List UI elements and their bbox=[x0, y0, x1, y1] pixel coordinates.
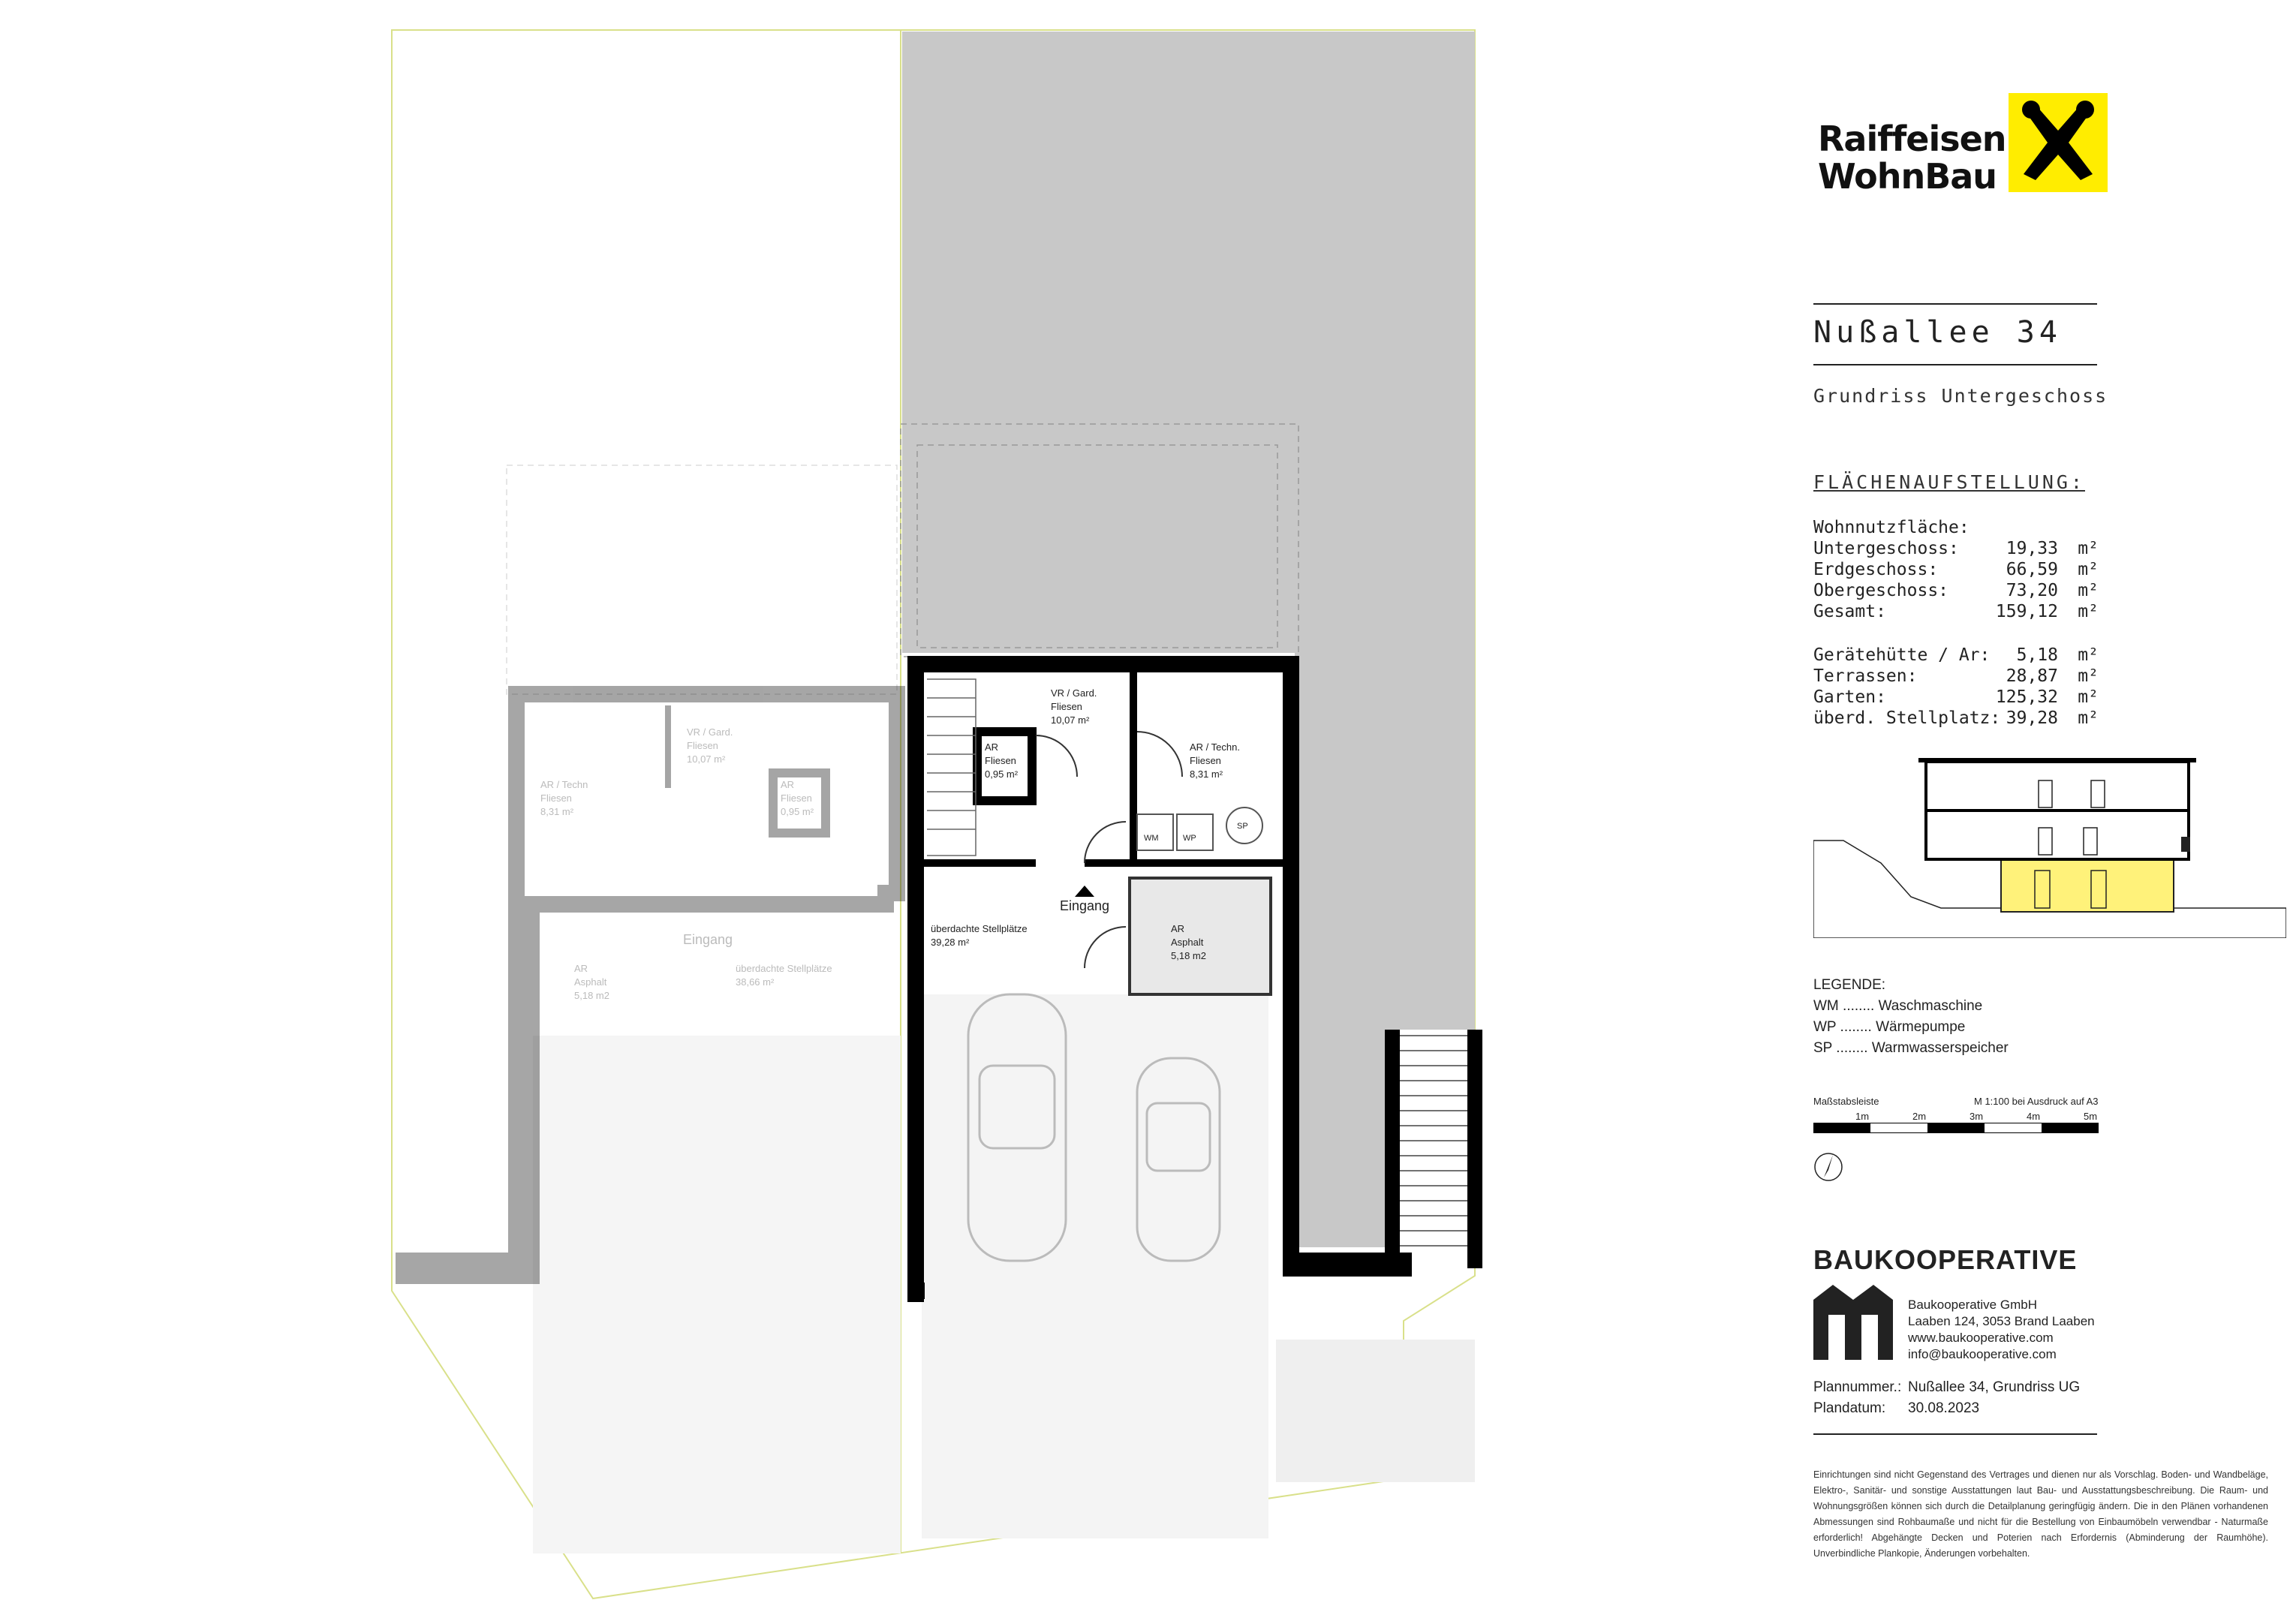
area-unit: m² bbox=[2078, 687, 2099, 707]
architect-email-link[interactable]: info@baukooperative.com bbox=[1908, 1347, 2057, 1361]
architect-company: Baukooperative GmbH bbox=[1908, 1298, 2037, 1312]
plan-number-label: Plannummer.: bbox=[1813, 1379, 1902, 1395]
area-unit: m² bbox=[2078, 560, 2099, 579]
divider bbox=[1813, 364, 2097, 365]
room-label: VR / Gard. bbox=[687, 726, 733, 738]
baukooperative-logo-icon bbox=[1813, 1285, 1893, 1360]
room-finish: Fliesen bbox=[540, 792, 572, 804]
plan-subtitle: Grundriss Untergeschoss bbox=[1813, 385, 2108, 407]
scalebar-scale-text: M 1:100 bei Ausdruck auf A3 bbox=[1974, 1096, 2099, 1107]
room-finish: Fliesen bbox=[985, 755, 1016, 766]
legend-heading: LEGENDE: bbox=[1813, 977, 1886, 993]
neighbor-driveway bbox=[533, 1036, 901, 1553]
appliance-label: WM bbox=[1144, 834, 1159, 843]
room-finish: Fliesen bbox=[1051, 701, 1082, 712]
area-label: Erdgeschoss: bbox=[1813, 560, 1939, 579]
title-block bbox=[1786, 0, 2293, 1621]
area-label: Gerätehütte / Ar: bbox=[1813, 645, 1991, 665]
entrance-label: Eingang bbox=[1060, 898, 1110, 913]
disclaimer-text: Einrichtungen sind nicht Gegenstand des Vertrages und dienen nur als Vorschlag. Boden- und Wandbeläge, Elektro-, Sanitär- und sonstige Ausstattungen laut Bau- und Ausstattungsbeschreibung. Die Raum- und Wohnungsgrößen können sich durch die Detailplanung geringfügig ändern. Die in den Plänen vorhandenen Abmessungen sind Rohbaumaße und nicht für die Bestellung von Einbaumöbeln verwendbar - Naturmaße erforderlich! Abgehängte Decken und Poterien nach Erfordernis (Abminderung der Raumhöhe). Unverbindliche Plankopie, Änderungen vorbehalten. bbox=[1813, 1469, 2268, 1559]
room-label: AR bbox=[985, 741, 999, 753]
area-row bbox=[1813, 560, 2099, 581]
room-label: AR / Techn. bbox=[1190, 741, 1240, 753]
scalebar-tick: 2m bbox=[1912, 1111, 1927, 1122]
room-area: 5,18 m2 bbox=[574, 990, 609, 1001]
area-unit: m² bbox=[2078, 581, 2099, 600]
divider bbox=[1813, 1433, 2097, 1435]
architect-details bbox=[1908, 1297, 2095, 1363]
area-label: überd. Stellplatz: bbox=[1813, 708, 2001, 728]
plan-date-label: Plandatum: bbox=[1813, 1400, 1886, 1416]
room-label: AR / Techn bbox=[540, 779, 588, 790]
room-label: VR / Gard. bbox=[1051, 687, 1097, 699]
scalebar bbox=[1813, 1109, 2099, 1139]
room-label: AR bbox=[574, 963, 588, 974]
area-label: Untergeschoss: bbox=[1813, 539, 1959, 558]
area-row bbox=[1813, 645, 2099, 666]
scalebar-tick: 5m bbox=[2084, 1111, 2098, 1122]
area-value: 19,33 bbox=[2006, 539, 2058, 558]
area-unit: m² bbox=[2078, 708, 2099, 728]
area-row bbox=[1813, 581, 2099, 602]
project-title: Nußallee 34 bbox=[1813, 315, 2062, 350]
room-finish: Asphalt bbox=[1171, 937, 1204, 948]
area-row bbox=[1813, 539, 2099, 560]
scalebar-label: Maßstabsleiste bbox=[1813, 1096, 1879, 1107]
room-area: 8,31 m² bbox=[1190, 768, 1223, 780]
brand-line-1: Raiffeisen bbox=[1818, 119, 2006, 159]
legend-item bbox=[1813, 1040, 2009, 1057]
areas-group-label: Wohnnutzfläche: bbox=[1813, 518, 1970, 537]
architect-web-link[interactable]: www.baukooperative.com bbox=[1908, 1331, 2054, 1345]
area-value: 73,20 bbox=[2006, 581, 2058, 600]
area-value: 39,28 bbox=[2006, 708, 2058, 728]
entrance-label: Eingang bbox=[683, 932, 733, 947]
area-value: 28,87 bbox=[2006, 666, 2058, 686]
legend-abbr: WP bbox=[1813, 1019, 1837, 1035]
architect-name: BAUKOOPERATIVE bbox=[1813, 1244, 2078, 1275]
legend-text: Waschmaschine bbox=[1878, 998, 1983, 1014]
brand-line-2: WohnBau bbox=[1818, 156, 1997, 197]
area-unit: m² bbox=[2078, 645, 2099, 665]
area-value: 66,59 bbox=[2006, 560, 2058, 579]
legend-text: Wärmepumpe bbox=[1876, 1019, 1966, 1035]
legend-abbr: WM bbox=[1813, 998, 1839, 1014]
area-label: Gesamt: bbox=[1813, 602, 1886, 621]
room-label: überdachte Stellplätze bbox=[931, 923, 1028, 934]
area-row bbox=[1813, 602, 2099, 623]
plan-number-value: Nußallee 34, Grundriss UG bbox=[1908, 1379, 2081, 1395]
legend-item bbox=[1813, 1019, 1965, 1036]
plan-date-value: 30.08.2023 bbox=[1908, 1400, 1980, 1416]
room-area: 0,95 m² bbox=[781, 806, 814, 817]
area-label: Obergeschoss: bbox=[1813, 581, 1949, 600]
area-unit: m² bbox=[2078, 666, 2099, 686]
north-arrow-icon bbox=[1813, 1152, 1843, 1182]
room-label: überdachte Stellplätze bbox=[736, 963, 832, 974]
room-area: 8,31 m² bbox=[540, 806, 574, 817]
legend-item bbox=[1813, 998, 1982, 1015]
area-label: Terrassen: bbox=[1813, 666, 1918, 686]
room-finish: Asphalt bbox=[574, 976, 607, 988]
scalebar-tick: 3m bbox=[1970, 1111, 1984, 1122]
area-value: 5,18 bbox=[2016, 645, 2058, 665]
room-area: 39,28 m² bbox=[931, 937, 970, 948]
room-area: 10,07 m² bbox=[1051, 714, 1090, 726]
area-row bbox=[1813, 666, 2099, 687]
area-unit: m² bbox=[2078, 539, 2099, 558]
gravel-area bbox=[1276, 1340, 1475, 1482]
area-row bbox=[1813, 708, 2099, 729]
room-finish: Fliesen bbox=[687, 740, 718, 751]
legend-dots: ........ bbox=[1843, 998, 1875, 1014]
area-row bbox=[1813, 687, 2099, 708]
area-unit: m² bbox=[2078, 602, 2099, 621]
room-finish: Fliesen bbox=[1190, 755, 1221, 766]
room-area: 0,95 m² bbox=[985, 768, 1019, 780]
area-value: 159,12 bbox=[1995, 602, 2058, 621]
room-label: AR bbox=[781, 779, 795, 790]
room-area: 38,66 m² bbox=[736, 976, 775, 988]
room-area: 5,18 m2 bbox=[1171, 950, 1206, 961]
architect-address: Laaben 124, 3053 Brand Laaben bbox=[1908, 1314, 2095, 1328]
legend-dots: ........ bbox=[1840, 1019, 1872, 1035]
brand-logo-text bbox=[1818, 120, 2006, 195]
room-area: 10,07 m² bbox=[687, 753, 726, 765]
raiffeisen-cross-logo-icon bbox=[2009, 93, 2108, 192]
area-label: Garten: bbox=[1813, 687, 1886, 707]
legend-text: Warmwasserspeicher bbox=[1871, 1040, 2009, 1056]
scalebar-tick: 4m bbox=[2027, 1111, 2041, 1122]
appliance-label: WP bbox=[1183, 834, 1196, 843]
legend-dots: ........ bbox=[1836, 1040, 1868, 1056]
room-finish: Fliesen bbox=[781, 792, 812, 804]
divider bbox=[1813, 303, 2097, 305]
section-thumbnail bbox=[1813, 747, 2286, 938]
appliance-label: SP bbox=[1237, 822, 1248, 831]
areas-heading: FLÄCHENAUFSTELLUNG: bbox=[1813, 471, 2085, 493]
legend-abbr: SP bbox=[1813, 1040, 1833, 1056]
area-value: 125,32 bbox=[1995, 687, 2058, 707]
scalebar-tick: 1m bbox=[1855, 1111, 1870, 1122]
room-label: AR bbox=[1171, 923, 1185, 934]
